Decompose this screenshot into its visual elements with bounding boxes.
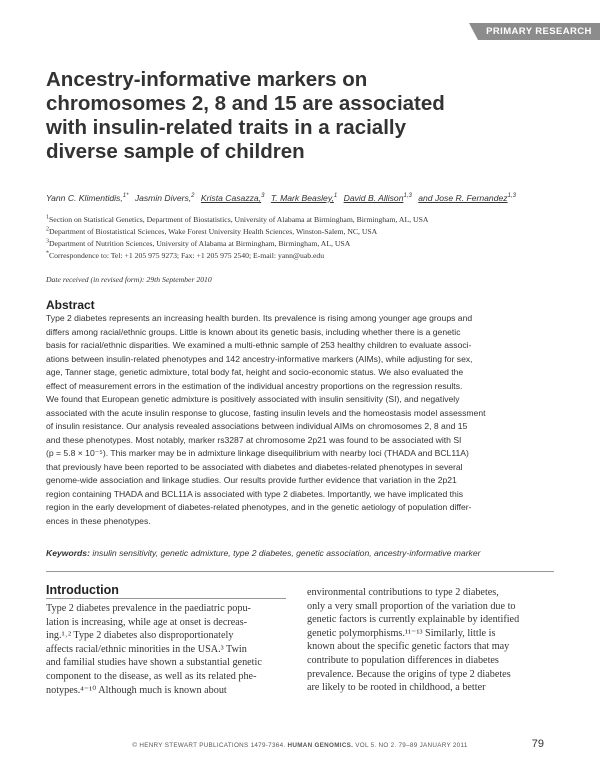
abstract-line: ences in these phenotypes. xyxy=(46,515,151,526)
author-list xyxy=(46,193,566,203)
introduction-rule xyxy=(46,598,286,599)
body-line: affects racial/ethnic minorities in the USA.³ Twin xyxy=(46,643,247,655)
affiliation: $^1$Section on Statistical Genetics, Department of Biostatistics, University of Alabama at Birmingham, Birmingham, AL, USA xyxy=(46,214,429,224)
body-line: genetic factors is currently explainable by identified xyxy=(307,614,520,626)
affiliation: $^2$Department of Biostatistical Sciences, Wake Forest University Health Sciences, Winston-Salem, NC, USA xyxy=(46,226,378,236)
section-divider xyxy=(46,571,554,572)
section-banner: PRIMARY RESEARCH xyxy=(478,23,600,40)
title-line: Ancestry-informative markers on xyxy=(46,68,368,91)
introduction-heading: Introduction xyxy=(46,583,119,597)
introduction-right-column xyxy=(307,586,555,695)
abstract-line: ations between insulin-related phenotypes and 142 ancestry-informative markers (AIMs), while adjusting for sex, xyxy=(46,353,473,364)
title-line: chromosomes 2, 8 and 15 are associated xyxy=(46,92,445,115)
keywords-text: insulin sensitivity, genetic admixture, type 2 diabetes, genetic association, ancestry-informative marker xyxy=(92,548,481,558)
body-line: notypes.⁴⁻¹⁰ Although much is known about xyxy=(46,684,227,696)
body-line: prevalence. Because the origins of type 2 diabetes xyxy=(307,668,511,680)
footer-journal: HUMAN GENOMICS. xyxy=(287,742,354,749)
abstract-line: region in the early development of diabetes-related phenotypes, and in the genetic aetiology of population differ- xyxy=(46,502,472,512)
body-line: component to the disease, as well as its related phe- xyxy=(46,670,257,682)
body-line: and familial studies have shown a substantial genetic xyxy=(46,657,262,669)
introduction-left-column xyxy=(46,602,286,697)
author: Yann C. Klimentidis,$^{1*}$ xyxy=(46,193,129,203)
body-line: genetic polymorphisms.¹¹⁻¹³ Similarly, little is xyxy=(307,627,496,639)
abstract-body xyxy=(46,312,566,528)
abstract-line: age, Tanner stage, genetic admixture, total body fat, height and socio-economic status. We also evaluated the xyxy=(46,367,464,377)
article-title xyxy=(46,68,546,164)
body-line: Type 2 diabetes prevalence in the paediatric popu- xyxy=(46,603,251,614)
abstract-line: Type 2 diabetes represents an increasing health burden. Its prevalence is rising among younger age groups and xyxy=(46,313,473,323)
abstract-line: that previously have been reported to be associated with diabetes and diabetes-related phenotypes in several xyxy=(46,461,463,472)
title-line: with insulin-related traits in a racially xyxy=(46,116,406,139)
abstract-line: We found that European genetic admixture is positively associated with insulin sensitivity (SI), and negatively xyxy=(46,394,460,404)
body-line: only a very small proportion of the variation due to xyxy=(307,600,516,612)
author: T. Mark Beasley,$^1$ xyxy=(270,193,338,203)
keywords-label: Keywords: xyxy=(46,548,90,558)
footer-volume: VOL 5. NO 2. 79–89 JANUARY 2011 xyxy=(355,742,468,749)
body-line: environmental contributions to type 2 diabetes, xyxy=(307,587,499,598)
abstract-line: associated with the acute insulin response to glucose, fasting insulin levels and the homeostasis model assessment xyxy=(46,407,486,418)
page-footer xyxy=(0,742,600,749)
correspondence: *Correspondence to: Tel: +1 205 975 9273; Fax: +1 205 975 2540; E-mail: yann@uab.edu xyxy=(46,250,325,260)
body-line: contribute to population differences in diabetes xyxy=(307,654,499,666)
date-received: Date received (in revised form): 29th September 2010 xyxy=(46,275,212,284)
page-number: 79 xyxy=(531,738,544,750)
author: David B. Allison$^{1,3}$ xyxy=(343,193,412,203)
author: Krista Casazza,$^3$ xyxy=(200,193,265,203)
abstract-line: region containing THADA and BCL11A is associated with type 2 diabetes. Importantly, we have implicated this xyxy=(46,488,464,499)
affiliations xyxy=(46,214,566,262)
abstract-line: of insulin resistance. Our analysis revealed associations between individual AIMs on chromosomes 2, 8 and 15 xyxy=(46,421,468,431)
body-line: are likely to be rooted in childhood, a better xyxy=(307,682,486,694)
abstract-heading: Abstract xyxy=(46,298,95,312)
footer-copyright: © HENRY STEWART PUBLICATIONS 1479-7364. xyxy=(132,742,286,749)
author: and Jose R. Fernandez$^{1,3}$ xyxy=(418,193,516,203)
abstract-line: differs among racial/ethnic groups. Little is known about its genetic basis, including whether there is a genetic xyxy=(46,326,461,337)
abstract-line: (p = 5.8 × 10⁻⁵). This marker may be in admixture linkage disequilibrium with nearby loci (THADA and BCL11A) xyxy=(46,448,469,458)
abstract-line: and these phenotypes. Most notably, marker rs3287 at chromosome 2p21 was found to be associated with SI xyxy=(46,434,462,445)
body-line: ing.¹˒² Type 2 diabetes also disproportionately xyxy=(46,630,234,642)
abstract-line: genome-wide association and linkage studies. Our results provide further evidence that variation in the 2p21 xyxy=(46,475,457,485)
author: Jasmin Divers,$^2$ xyxy=(134,193,195,203)
body-line: known about the specific genetic factors that may xyxy=(307,641,510,653)
keywords xyxy=(46,548,566,558)
title-line: diverse sample of children xyxy=(46,140,305,163)
abstract-line: effect of measurement errors in the estimation of the individual ancestry proportions on the regression results. xyxy=(46,380,463,391)
abstract-line: basis for racial/ethnic disparities. We examined a multi-ethnic sample of 253 healthy children to evaluate associ- xyxy=(46,340,472,350)
affiliation: $^3$Department of Nutrition Sciences, University of Alabama at Birmingham, Birmingham, AL, USA xyxy=(46,238,351,248)
body-line: lation is increasing, while age at onset is decreas- xyxy=(46,616,248,628)
